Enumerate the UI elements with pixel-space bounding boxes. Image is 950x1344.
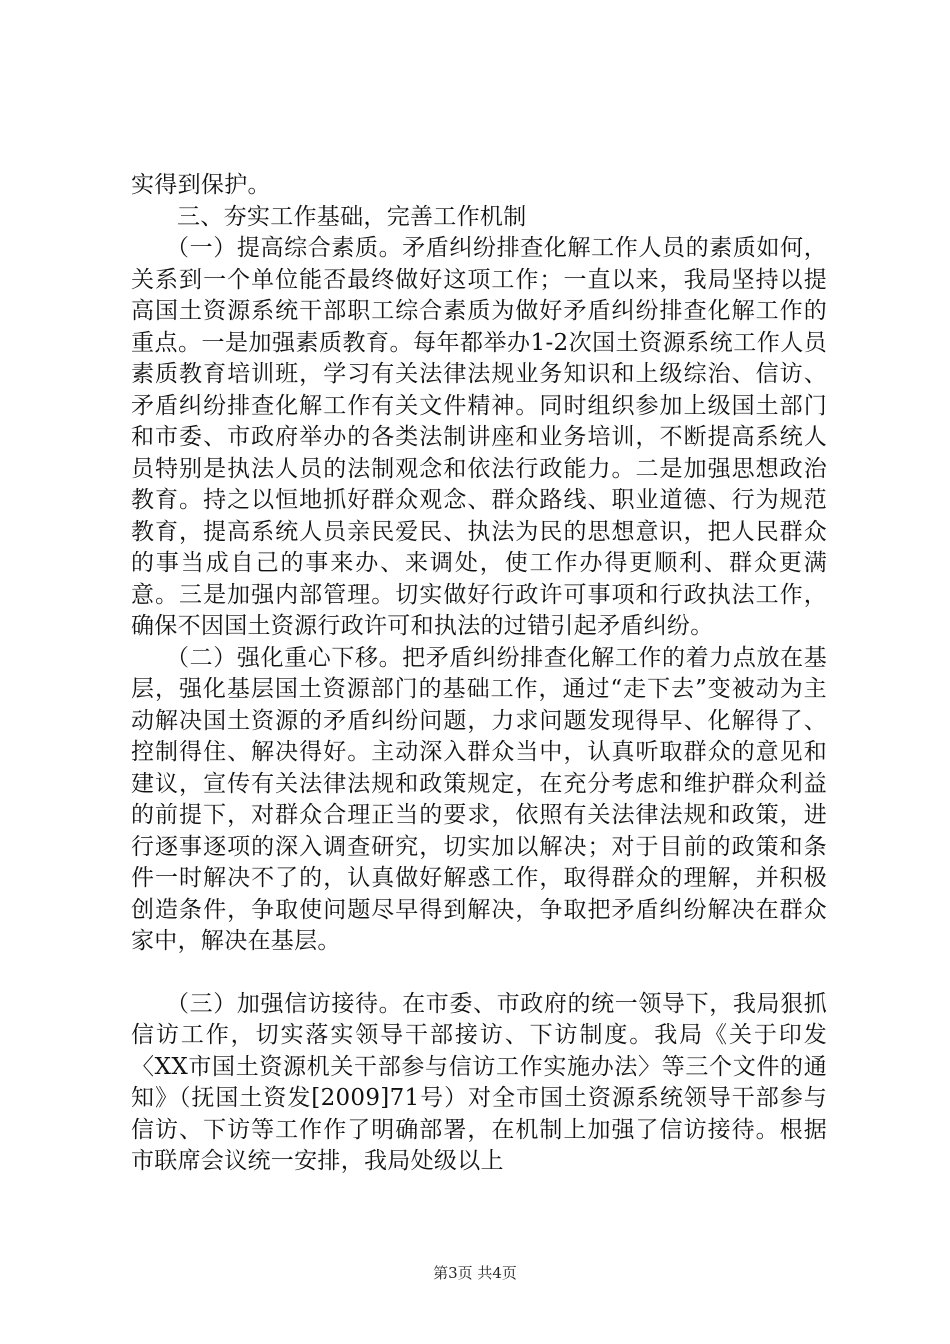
paragraph-quality: （一）提高综合素质。矛盾纠纷排查化解工作人员的素质如何，关系到一个单位能否最终做好这项工作；一直以来，我局坚持以提高国土资源系统干部职工综合素质为做好矛盾纠纷排查化解工作的重点。一是加强素质教育。每年都举办1-2次国土资源系统工作人员素质教育培训班，学习有关法律法规业务知识和上级综治、信访、矛盾纠纷排查化解工作有关文件精神。同时组织参加上级国土部门和市委、市政府举办的各类法制讲座和业务培训，不断提高系统人员特别是执法人员的法制观念和依法行政能力。二是加强思想政治教育。持之以恒地抓好群众观念、群众路线、职业道德、行为规范教育，提高系统人员亲民爱民、执法为民的思想意识，把人民群众的事当成自己的事来办、来调处，使工作办得更顺利、群众更满意。三是加强内部管理。切实做好行政许可事项和行政执法工作，确保不因国土资源行政许可和执法的过错引起矛盾纠纷。	[131, 235, 827, 639]
section-heading: 三、夯实工作基础，完善工作机制	[177, 203, 527, 230]
paragraph-grassroots: （二）强化重心下移。把矛盾纠纷排查化解工作的着力点放在基层，强化基层国土资源部门的基础工作，通过“走下去”变被动为主动解决国土资源的矛盾纠纷问题，力求问题发现得早、化解得了、控制得住、解决得好。主动深入群众当中，认真听取群众的意见和建议，宣传有关法律法规和政策规定，在充分考虑和维护群众利益的前提下，对群众合理正当的要求，依照有关法律法规和政策，进行逐事逐项的深入调查研究，切实加以解决；对于目前的政策和条件一时解决不了的，认真做好解惑工作，取得群众的理解，并积极创造条件，争取使问题尽早得到解决，争取把矛盾纠纷解决在群众家中，解决在基层。	[131, 644, 827, 954]
paragraph-petition: （三）加强信访接待。在市委、市政府的统一领导下，我局狠抓信访工作，切实落实领导干部接访、下访制度。我局《关于印发〈XX市国土资源机关干部参与信访工作实施办法〉等三个文件的通知》（抚国土资发[2009]71号）对全市国土资源系统领导干部参与信访、下访等工作作了明确部署，在机制上加强了信访接待。根据市联席会议统一安排，我局处级以上	[131, 990, 827, 1174]
paragraph-continuation: 实得到保护。	[131, 172, 271, 198]
paragraph-spacer	[131, 958, 827, 989]
document-body	[131, 170, 827, 1178]
page-number-footer: 第3页 共4页	[433, 1264, 517, 1282]
